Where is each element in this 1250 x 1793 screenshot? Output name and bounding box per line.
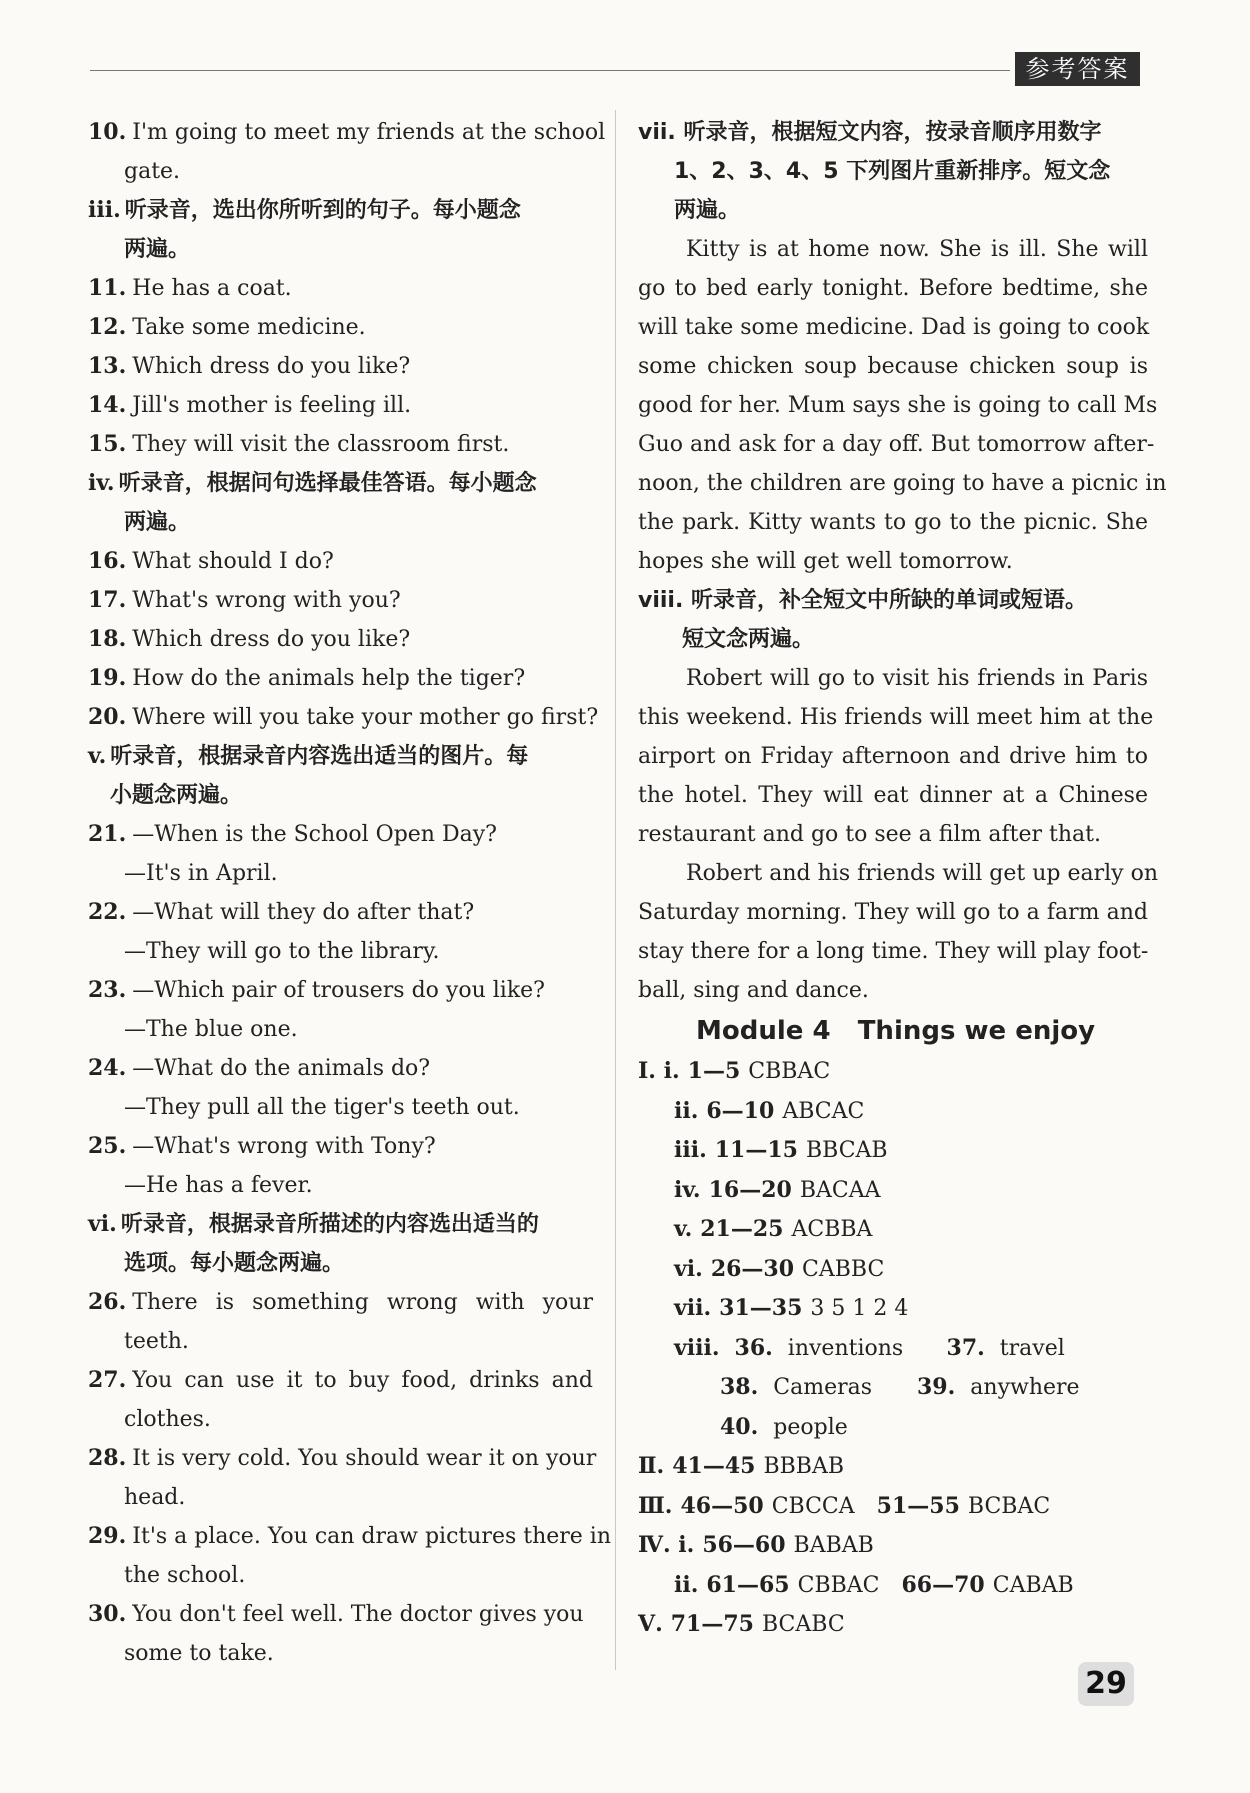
answer-section: vii.: [674, 1295, 712, 1321]
question-number: 11.: [88, 275, 127, 301]
section-instruction: 听录音，根据问句选择最佳答语。每小题念: [118, 471, 537, 496]
question-text: He has a coat.: [132, 276, 292, 301]
passage-line: airport on Friday afternoon and drive him to: [638, 744, 1148, 769]
question-text: You can use it to buy food, drinks and: [132, 1368, 593, 1393]
continuation-line: 选项。每小题念两遍。: [124, 1251, 345, 1276]
answer-value: CBBAC: [748, 1059, 831, 1084]
passage-line: good for her. Mum says she is going to call Ms: [638, 393, 1158, 418]
passage-viii-a: [638, 659, 1154, 854]
answer-range: 16—20: [708, 1176, 792, 1203]
header-tag: 参考答案: [1015, 52, 1140, 86]
question-text: You don't feel well. The doctor gives you: [132, 1602, 584, 1627]
passage-vii: [638, 230, 1167, 581]
passage-line: will take some medicine. Dad is going to cook: [638, 315, 1150, 340]
answer-range: 11—15: [714, 1137, 798, 1163]
question-line: [88, 1439, 597, 1478]
answer-value: BCBAC: [967, 1493, 1051, 1519]
answer-value: BBCAB: [805, 1138, 888, 1163]
question-number: 28.: [88, 1445, 127, 1471]
question-line: [88, 542, 593, 581]
answer-list-2: [638, 1447, 1148, 1645]
section-heading: [88, 464, 593, 503]
continuation-line: —They will go to the library.: [124, 939, 440, 964]
question-text: —Which pair of trousers do you like?: [132, 978, 545, 1003]
section-numeral: v.: [88, 743, 107, 769]
answer-number: 37.: [946, 1334, 985, 1361]
answer-range: 31—35: [719, 1295, 803, 1321]
answer-word: people: [773, 1414, 848, 1440]
answer-word: Cameras: [773, 1375, 873, 1400]
continuation-line: 两遍。: [124, 510, 191, 535]
section-instruction: 听录音，选出你所听到的句子。每小题念: [124, 198, 521, 223]
question-line: [88, 308, 593, 347]
question-text: It's a place. You can draw pictures there in: [132, 1524, 612, 1549]
question-line: [88, 1517, 612, 1556]
question-line: [88, 269, 593, 308]
answer-section: vi.: [674, 1255, 703, 1282]
question-number: 29.: [88, 1523, 127, 1549]
answer-value: CABBC: [802, 1256, 885, 1282]
passage-line: Robert and his friends will get up early on: [686, 861, 1159, 886]
answer-range: 41—45: [672, 1453, 756, 1479]
question-line: [88, 1127, 593, 1166]
question-text: How do the animals help the tiger?: [132, 666, 526, 691]
passage-line: stay there for a long time. They will play foot-: [638, 939, 1149, 964]
answer-section: Ⅰ. i.: [638, 1058, 680, 1084]
question-text: Jill's mother is feeling ill.: [132, 393, 412, 418]
passage-line: Robert will go to visit his friends in Paris: [686, 666, 1148, 691]
passage-line: go to bed early tonight. Before bedtime, she: [638, 276, 1148, 301]
continuation-line: gate.: [124, 159, 181, 184]
header-rule: [90, 70, 1010, 71]
passage-line: the hotel. They will eat dinner at a Chinese: [638, 783, 1148, 808]
answer-section: iv.: [674, 1176, 701, 1203]
question-text: —What's wrong with Tony?: [132, 1134, 436, 1159]
question-number: 14.: [88, 392, 127, 418]
answer-section: iii.: [674, 1137, 707, 1163]
answer-range: 21—25: [700, 1216, 784, 1242]
question-line: [88, 1283, 593, 1322]
question-number: 25.: [88, 1133, 127, 1159]
continuation-line: the school.: [124, 1563, 246, 1588]
question-line: [88, 425, 593, 464]
answer-row: [638, 1131, 1148, 1171]
answer-value: CABAB: [992, 1572, 1074, 1598]
page-number: 29: [1078, 1662, 1134, 1706]
section-heading-viii: viii. 听录音，补全短文中所缺的单词或短语。: [638, 588, 1087, 613]
answer-range: 51—55: [876, 1492, 960, 1519]
answer-section: Ⅱ.: [638, 1453, 665, 1479]
answer-value: 3 5 1 2 4: [810, 1296, 909, 1321]
answer-row: [638, 1210, 1148, 1250]
answer-row: [638, 1487, 1148, 1527]
section-heading: [88, 737, 593, 776]
answer-word: anywhere: [970, 1375, 1080, 1400]
question-text: I'm going to meet my friends at the school: [132, 120, 606, 145]
continuation-line: clothes.: [124, 1407, 211, 1432]
question-number: 21.: [88, 821, 127, 847]
question-number: 12.: [88, 314, 127, 340]
question-number: 13.: [88, 353, 127, 379]
answer-value: BCABC: [761, 1612, 845, 1637]
answer-row: [638, 1289, 1148, 1329]
answer-value: BABAB: [793, 1533, 874, 1558]
section-heading-cont: 小题念两遍。: [110, 783, 243, 808]
question-number: 24.: [88, 1055, 127, 1081]
passage-line: ball, sing and dance.: [638, 978, 869, 1003]
answer-range: 26—30: [710, 1255, 795, 1282]
answer-number: 39.: [917, 1374, 956, 1400]
continuation-line: —The blue one.: [124, 1017, 298, 1042]
answer-section: ii.: [674, 1097, 699, 1124]
answer-range: 61—65: [706, 1571, 790, 1598]
answer-row: [638, 1447, 1148, 1487]
answer-range: 1—5: [687, 1058, 741, 1084]
passage-line: Saturday morning. They will go to a farm and: [638, 900, 1148, 925]
question-number: 17.: [88, 587, 127, 613]
section-numeral: iv.: [88, 470, 115, 496]
question-number: 19.: [88, 665, 127, 691]
question-text: What's wrong with you?: [132, 588, 401, 613]
question-number: 10.: [88, 119, 127, 145]
answer-section: Ⅳ. i.: [638, 1532, 695, 1558]
section-heading-vii: vii. 听录音，根据短文内容，按录音顺序用数字: [638, 120, 1102, 145]
section-heading: [88, 1205, 593, 1244]
answer-number: 40.: [720, 1413, 759, 1440]
question-number: 22.: [88, 899, 127, 925]
answer-list: [638, 1052, 1148, 1329]
answer-row: [638, 1171, 1148, 1211]
passage-line: Kitty is at home now. She is ill. She will: [686, 237, 1148, 262]
question-text: Where will you take your mother go first?: [132, 705, 599, 730]
section-instruction: 听录音，根据录音内容选出适当的图片。每: [110, 744, 529, 769]
column-divider: [615, 110, 616, 1670]
passage-line: the park. Kitty wants to go to the picnic. She: [638, 510, 1148, 535]
continuation-line: head.: [124, 1485, 186, 1510]
passage-line: restaurant and go to see a film after that.: [638, 822, 1101, 847]
question-line: [88, 698, 599, 737]
continuation-line: some to take.: [124, 1641, 274, 1666]
continuation-line: teeth.: [124, 1329, 189, 1354]
question-text: Which dress do you like?: [132, 354, 411, 379]
question-text: They will visit the classroom first.: [132, 432, 510, 457]
left-column: [88, 113, 612, 1673]
question-line: [88, 113, 606, 152]
question-line: [88, 581, 593, 620]
question-line: [88, 1595, 593, 1634]
question-number: 18.: [88, 626, 127, 652]
question-line: [88, 347, 593, 386]
section-numeral: vi.: [88, 1211, 117, 1237]
passage-line: some chicken soup because chicken soup is: [638, 354, 1148, 379]
question-text: —When is the School Open Day?: [132, 822, 497, 847]
continuation-line: —He has a fever.: [124, 1173, 313, 1198]
question-line: [88, 659, 593, 698]
question-line: [88, 1361, 593, 1400]
answer-row-viii: [638, 1329, 1148, 1369]
question-line: [88, 620, 593, 659]
answer-value: ABCAC: [782, 1098, 865, 1124]
answer-section: Ⅲ.: [638, 1492, 673, 1519]
answer-number: 38.: [720, 1374, 759, 1400]
question-number: 15.: [88, 431, 127, 457]
passage-line: noon, the children are going to have a picnic in: [638, 471, 1167, 496]
answer-number: 36.: [734, 1334, 773, 1361]
question-line: [88, 386, 593, 425]
section-numeral: iii.: [88, 197, 121, 223]
module-title: Module 4 Things we enjoy: [696, 1016, 1096, 1046]
answer-section: Ⅴ.: [638, 1611, 663, 1637]
right-column: [638, 113, 1167, 1645]
answer-range: 46—50: [680, 1492, 764, 1519]
question-text: It is very cold. You should wear it on your: [132, 1446, 597, 1471]
question-text: Take some medicine.: [132, 315, 366, 340]
question-text: Which dress do you like?: [132, 627, 411, 652]
section-heading-viii-cont: 短文念两遍。: [682, 627, 815, 652]
question-text: —What do the animals do?: [132, 1056, 431, 1081]
passage-viii-b: [638, 854, 1159, 1010]
question-number: 26.: [88, 1289, 127, 1315]
answer-row: [638, 1052, 1148, 1092]
answer-range: 6—10: [706, 1097, 775, 1124]
question-line: [88, 971, 593, 1010]
answer-word: travel: [999, 1335, 1065, 1361]
answer-range: 71—75: [670, 1611, 754, 1637]
question-number: 16.: [88, 548, 127, 574]
question-number: 27.: [88, 1367, 127, 1393]
continuation-line: —They pull all the tiger's teeth out.: [124, 1095, 520, 1120]
question-line: [88, 1049, 593, 1088]
question-text: There is something wrong with your: [132, 1290, 593, 1315]
question-line: [88, 893, 593, 932]
question-text: What should I do?: [132, 549, 334, 574]
answer-value: CBBAC: [797, 1572, 880, 1598]
answer-row: [638, 1566, 1148, 1606]
question-line: [88, 815, 593, 854]
passage-line: Guo and ask for a day off. But tomorrow after-: [638, 432, 1155, 457]
answer-row: [638, 1092, 1148, 1132]
passage-line: this weekend. His friends will meet him at the: [638, 705, 1154, 730]
answer-value: BACAA: [799, 1177, 881, 1203]
section-instruction: 听录音，根据录音所描述的内容选出适当的: [120, 1212, 539, 1237]
answer-row: [638, 1605, 1148, 1645]
answer-section: viii.: [674, 1334, 720, 1361]
answer-row: [638, 1526, 1148, 1566]
question-number: 20.: [88, 704, 127, 730]
section-heading: [88, 191, 593, 230]
answer-section: v.: [674, 1216, 693, 1242]
answer-value: CBCCA: [771, 1493, 855, 1519]
continuation-line: 两遍。: [124, 237, 191, 262]
question-number: 30.: [88, 1601, 127, 1627]
section-heading-vii-cont: 1、2、3、4、5 下列图片重新排序。短文念: [674, 159, 1111, 184]
answer-value: BBBAB: [763, 1454, 844, 1479]
question-number: 23.: [88, 977, 127, 1003]
answer-section: ii.: [674, 1571, 699, 1598]
answer-row-viii: [638, 1368, 1148, 1408]
answer-range: 56—60: [702, 1532, 786, 1558]
answer-range: 66—70: [901, 1571, 985, 1598]
answer-word: inventions: [787, 1335, 904, 1361]
question-text: —What will they do after that?: [132, 900, 475, 925]
section-heading-vii-cont: 两遍。: [674, 198, 741, 223]
passage-line: hopes she will get well tomorrow.: [638, 549, 1013, 574]
answer-row-viii: [638, 1408, 1148, 1448]
answer-value: ACBBA: [791, 1217, 873, 1242]
continuation-line: —It's in April.: [124, 861, 278, 886]
answer-row: [638, 1250, 1148, 1290]
